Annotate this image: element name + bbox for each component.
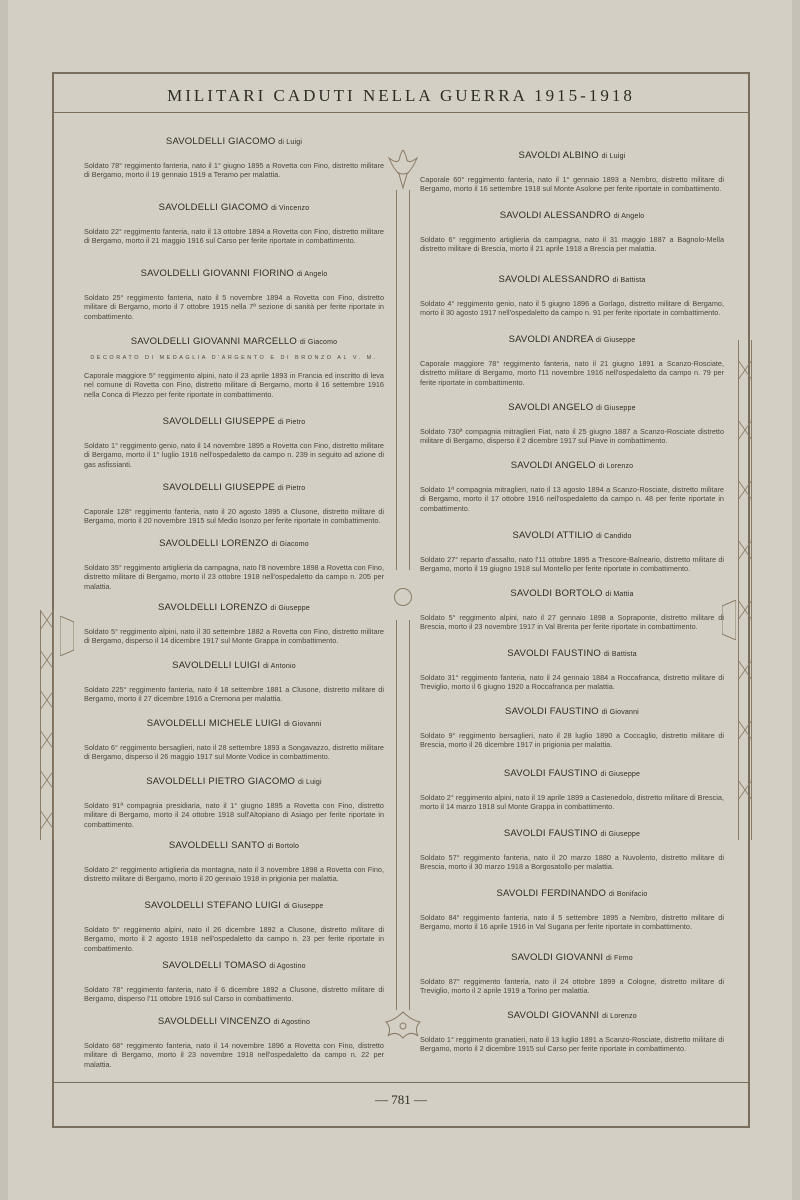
- entry-left-6: [84, 482, 384, 526]
- entry-patronymic: di Giuseppe: [283, 903, 324, 910]
- entry-text: Soldato 5° reggimento alpini, nato il 30 settembre 1882 a Rovetta con Fino, distretto militare di Bergamo, disperso il 14 dicembre 1917 sul Monte Grappa in combattimento.: [84, 627, 384, 646]
- entry-patronymic: di Mattia: [605, 591, 634, 598]
- entry-name: SAVOLDI ANDREA: [508, 334, 594, 345]
- right-lattice-pattern-icon: [738, 340, 752, 840]
- entry-patronymic: di Luigi: [601, 153, 626, 160]
- entry-text: Soldato 2° reggimento alpini, nato il 19 aprile 1899 a Castenedolo, distretto militare di Brescia, morto il 14 marzo 1918 sul Monte Grappa in combattimento.: [420, 793, 724, 812]
- entry-text: Caporale maggiore 5° reggimento alpini, nato il 23 aprile 1893 in Francia ed inscritto di leva nel comune di Rovetta con Fino, distretto militare di Bergamo, morto il 16 settembre 1916 nella Conca di Plezzo per ferite riportate in combattimento.: [84, 371, 384, 399]
- entry-text: Soldato 6° reggimento bersaglieri, nato il 28 settembre 1893 a Songavazzo, distretto militare di Bergamo, disperso il 26 maggio 1917 sul Monte Vodice in combattimento.: [84, 743, 384, 762]
- entry-patronymic: di Giovanni: [284, 721, 322, 728]
- entry-patronymic: di Pietro: [277, 485, 306, 492]
- entry-right-10: [420, 706, 724, 750]
- entry-patronymic: di Luigi: [298, 779, 322, 786]
- entry-text: Soldato 4° reggimento genio, nato il 5 giugno 1896 a Gorlago, distretto militare di Bergamo, morto il 30 agosto 1917 nell'ospedaletto da campo n. 91 per ferite riportate in combattimento.: [420, 299, 724, 318]
- entry-patronymic: di Giuseppe: [600, 771, 641, 778]
- entry-name: SAVOLDELLI STEFANO LUIGI: [144, 900, 282, 911]
- entry-patronymic: di Lorenzo: [598, 463, 634, 470]
- entry-text: Soldato 78° reggimento fanteria, nato il 1° giugno 1895 a Rovetta con Fino, distretto militare di Bergamo, morto il 19 gennaio 1919 a Teramo per malattia.: [84, 161, 384, 180]
- entry-text: Caporale maggiore 78° reggimento fanteria, nato il 21 giugno 1891 a Scanzo-Rosciate, distretto militare di Bergamo, morto l'11 novembre 1916 nell'ospedaletto da campo n. 79 per ferite riportate in combattimento.: [420, 359, 724, 387]
- entry-text: Soldato 57° reggimento fanteria, nato il 20 marzo 1880 a Nuvolento, distretto militare di Brescia, morto il 30 marzo 1918 a Borgosatollo per malattia.: [420, 853, 724, 872]
- entry-right-14: [420, 952, 724, 996]
- entry-name: SAVOLDI ALBINO: [518, 150, 599, 161]
- entry-text: Soldato 5° reggimento alpini, nato il 26 dicembre 1892 a Clusone, distretto militare di Bergamo, morto il 2 agosto 1918 nell'ospedaletto da campo n. 23 per ferite riportate in combattimento.: [84, 925, 384, 953]
- entry-left-14: [84, 960, 384, 1004]
- entry-text: Soldato 225° reggimento fanteria, nato il 18 settembre 1881 a Clusone, distretto militare di Bergamo, morto il 27 dicembre 1916 a Cremona per malattia.: [84, 685, 384, 704]
- entry-left-1: [84, 136, 384, 180]
- right-axe-blade-icon: [722, 600, 736, 640]
- entry-name: SAVOLDELLI GIACOMO: [158, 202, 269, 213]
- entry-patronymic: di Bortolo: [267, 843, 300, 850]
- entry-patronymic: di Giovanni: [601, 709, 639, 716]
- entry-name: SAVOLDELLI SANTO: [168, 840, 265, 851]
- entry-patronymic: di Giacomo: [271, 541, 309, 548]
- entry-left-15: [84, 1016, 384, 1069]
- entry-text: Soldato 22° reggimento fanteria, nato il 13 ottobre 1894 a Rovetta con Fino, distretto militare di Bergamo, morto il 21 maggio 1916 sul Carso per ferite riportate in combattimento.: [84, 227, 384, 246]
- entry-right-15: [420, 1010, 724, 1054]
- entry-name: SAVOLDELLI GIACOMO: [165, 136, 276, 147]
- entry-right-8: [420, 588, 724, 632]
- entry-text: Soldato 84° reggimento fanteria, nato il 5 settembre 1895 a Nembro, distretto militare di Bergamo, morto il 16 aprile 1916 in Val Sugana per ferite riportate in combattimento.: [420, 913, 724, 932]
- entry-name: SAVOLDI GIOVANNI: [507, 1010, 600, 1021]
- entry-text: Soldato 87° reggimento fanteria, nato il 24 ottobre 1899 a Cologne, distretto militare di Treviglio, morto il 2 aprile 1919 a Torino per malattia.: [420, 977, 724, 996]
- entry-left-9: [84, 660, 384, 704]
- entry-text: Soldato 9° reggimento bersaglieri, nato il 28 luglio 1890 a Coccaglio, distretto militare di Brescia, morto il 26 dicembre 1917 in prigionia per malattia.: [420, 731, 724, 750]
- entry-patronymic: di Giuseppe: [595, 337, 636, 344]
- entry-name: SAVOLDI ANGELO: [510, 460, 596, 471]
- left-axe-blade-icon: [60, 616, 74, 656]
- entry-text: Soldato 31° reggimento fanteria, nato il 24 gennaio 1884 a Roccafranca, distretto militare di Treviglio, morto il 6 giugno 1920 a Roccafranca per malattia.: [420, 673, 724, 692]
- entry-text: Soldato 78° reggimento fanteria, nato il 6 dicembre 1892 a Clusone, distretto militare di Bergamo, disperso l'11 ottobre 1916 sul Carso in combattimento.: [84, 985, 384, 1004]
- entry-patronymic: di Lorenzo: [602, 1013, 637, 1020]
- entry-name: SAVOLDELLI TOMASO: [162, 960, 267, 971]
- entry-right-5: [420, 402, 724, 446]
- entry-patronymic: di Giuseppe: [596, 405, 636, 412]
- entry-text: Soldato 730ª compagnia mitraglieri Fiat, nato il 25 giugno 1887 a Scanzo-Rosciate distretto militare di Bergamo, disperso il 2 dicembre 1917 sul Piave in combattimento.: [420, 427, 724, 446]
- entry-text: Caporale 60° reggimento fanteria, nato il 1° gennaio 1893 a Nembro, distretto militare di Bergamo, morto il 16 settembre 1918 sul Monte Asolone per ferite riportate in combattimento.: [420, 175, 724, 194]
- entry-right-6: [420, 460, 724, 513]
- entry-text: Soldato 68° reggimento fanteria, nato il 14 novembre 1896 a Rovetta con Fino, distretto militare di Bergamo, morto il 23 novembre 1918 nell'ospedaletto da campo n. 22 per malattia.: [84, 1041, 384, 1069]
- entry-name: SAVOLDI FAUSTINO: [503, 768, 598, 779]
- entry-patronymic: di Angelo: [613, 213, 645, 220]
- entry-name: SAVOLDI FERDINANDO: [496, 888, 607, 899]
- entry-left-13: [84, 900, 384, 953]
- entry-name: SAVOLDI ANGELO: [508, 402, 594, 413]
- entry-patronymic: di Firmo: [606, 955, 633, 962]
- entry-text: Soldato 5° reggimento alpini, nato il 27 gennaio 1898 a Sopraponte, distretto militare di Brescia, morto il 23 novembre 1917 in Val Brenta per ferite riportate in combattimento.: [420, 613, 724, 632]
- entry-patronymic: di Vincenzo: [271, 205, 310, 212]
- left-lattice-pattern-icon: [40, 610, 54, 840]
- entry-patronymic: di Agostino: [269, 963, 306, 970]
- entry-right-9: [420, 648, 724, 692]
- rosette-ornament-icon: [394, 588, 412, 606]
- entry-name: SAVOLDELLI PIETRO GIACOMO: [146, 776, 296, 787]
- entry-left-4: [84, 336, 384, 399]
- entry-name: SAVOLDELLI GIUSEPPE: [162, 416, 276, 427]
- entry-patronymic: di Agostino: [273, 1019, 311, 1026]
- entry-name: SAVOLDI FAUSTINO: [507, 648, 602, 659]
- entry-patronymic: di Angelo: [296, 271, 328, 278]
- entry-text: Soldato 6° reggimento artiglieria da campagna, nato il 31 maggio 1887 a Bagnolo-Mella distretto militare di Brescia, morto il 21 aprile 1918 a Brescia per malattia.: [420, 235, 724, 254]
- entry-name: SAVOLDELLI GIOVANNI FIORINO: [140, 268, 294, 279]
- entry-name: SAVOLDELLI GIUSEPPE: [162, 482, 276, 493]
- entry-text: Soldato 2° reggimento artiglieria da montagna, nato il 3 novembre 1898 a Rovetta con Fino, distretto militare di Bergamo, morto il 20 gennaio 1918 in prigionia per malattia.: [84, 865, 384, 884]
- entry-right-3: [420, 274, 724, 318]
- entry-patronymic: di Giuseppe: [600, 831, 641, 838]
- entry-patronymic: di Luigi: [278, 139, 303, 146]
- page-title: MILITARI CADUTI NELLA GUERRA 1915-1918: [167, 86, 635, 105]
- entry-name: SAVOLDELLI LORENZO: [158, 602, 268, 613]
- entry-patronymic: di Battista: [612, 277, 646, 284]
- entry-right-7: [420, 530, 724, 574]
- entry-text: Soldato 1° reggimento genio, nato il 14 novembre 1895 a Rovetta con Fino, distretto militare di Bergamo, morto il 1° luglio 1916 nell'ospedaletto da campo n. 239 in seguito ad azione di gas asfissianti.: [84, 441, 384, 469]
- footer-rule: [52, 1082, 750, 1083]
- page-number: — 781 —: [375, 1092, 427, 1107]
- header-rule: [52, 112, 750, 113]
- entry-left-12: [84, 840, 384, 884]
- entry-name: SAVOLDELLI VINCENZO: [157, 1016, 271, 1027]
- entry-right-1: [420, 150, 724, 194]
- entry-patronymic: di Giuseppe: [270, 605, 310, 612]
- entry-patronymic: di Giacomo: [299, 339, 338, 346]
- entry-patronymic: di Antonio: [263, 663, 296, 670]
- entry-patronymic: di Pietro: [277, 419, 306, 426]
- torch-ornament-icon: [385, 150, 421, 190]
- entry-name: SAVOLDELLI MICHELE LUIGI: [146, 718, 282, 729]
- entry-left-8: [84, 602, 384, 646]
- entry-name: SAVOLDI ALESSANDRO: [498, 274, 610, 285]
- entry-left-3: [84, 268, 384, 321]
- entry-name: SAVOLDI ATTILIO: [512, 530, 594, 541]
- entry-right-12: [420, 828, 724, 872]
- entry-text: Soldato 1ª compagnia mitraglieri, nato il 13 agosto 1894 a Scanzo-Rosciate, distretto militare di Bergamo, morto il 17 ottobre 1916 nell'ospedaletto da campo n. 48 per ferite riportate in combattimento.: [420, 485, 724, 513]
- entry-name: SAVOLDI GIOVANNI: [511, 952, 604, 963]
- entry-name: SAVOLDI BORTOLO: [510, 588, 603, 599]
- entry-right-2: [420, 210, 724, 254]
- entry-patronymic: di Candido: [596, 533, 632, 540]
- entry-patronymic: di Bonifacio: [608, 891, 648, 898]
- entry-name: SAVOLDELLI GIOVANNI MARCELLO: [130, 336, 298, 347]
- center-pole-lower: [396, 620, 410, 1010]
- entry-text: Caporale 128° reggimento fanteria, nato il 20 agosto 1895 a Clusone, distretto militare di Bergamo, morto il 20 novembre 1915 sul Medio Isonzo per ferite riportate in combattimento.: [84, 507, 384, 526]
- entry-decoration: DECORATO DI MEDAGLIA D'ARGENTO E DI BRONZO AL V. M.: [90, 355, 378, 361]
- entry-patronymic: di Battista: [603, 651, 637, 658]
- entry-right-4: [420, 334, 724, 387]
- entry-name: SAVOLDI FAUSTINO: [505, 706, 599, 717]
- entry-left-11: [84, 776, 384, 829]
- entry-right-13: [420, 888, 724, 932]
- entry-name: SAVOLDI ALESSANDRO: [499, 210, 611, 221]
- entry-name: SAVOLDELLI LUIGI: [172, 660, 261, 671]
- entry-left-7: [84, 538, 384, 591]
- entry-text: Soldato 91ª compagnia presidiaria, nato il 1° giugno 1895 a Rovetta con Fino, distretto militare di Bergamo, morto il 24 ottobre 1918 sull'Altopiano di Asiago per ferite riportate in combattimento.: [84, 801, 384, 829]
- entry-text: Soldato 25° reggimento fanteria, nato il 5 novembre 1894 a Rovetta con Fino, distretto militare di Bergamo, morto il 7 ottobre 1915 nella 7ª sezione di sanità per ferite riportate in combattimento.: [84, 293, 384, 321]
- entry-left-5: [84, 416, 384, 469]
- entry-text: Soldato 27° reparto d'assalto, nato l'11 ottobre 1895 a Trescore-Balneario, distretto militare di Bergamo, morto il 19 giugno 1918 sul Montello per ferite riportate in combattimento.: [420, 555, 724, 574]
- entry-text: Soldato 35° reggimento artiglieria da campagna, nato l'8 novembre 1898 a Rovetta con Fino, distretto militare di Bergamo, morto il 23 ottobre 1918 nell'ospedaletto da campo n. 205 per malattia.: [84, 563, 384, 591]
- entry-text: Soldato 1° reggimento granatieri, nato il 13 luglio 1891 a Scanzo-Rosciate, distretto militare di Bergamo, morto il 2 dicembre 1915 sul Carso per ferite riportate in combattimento.: [420, 1035, 724, 1054]
- entry-right-11: [420, 768, 724, 812]
- entry-name: SAVOLDI FAUSTINO: [503, 828, 598, 839]
- entry-left-10: [84, 718, 384, 762]
- center-pole-upper: [396, 190, 410, 570]
- entry-name: SAVOLDELLI LORENZO: [159, 538, 269, 549]
- entry-left-2: [84, 202, 384, 246]
